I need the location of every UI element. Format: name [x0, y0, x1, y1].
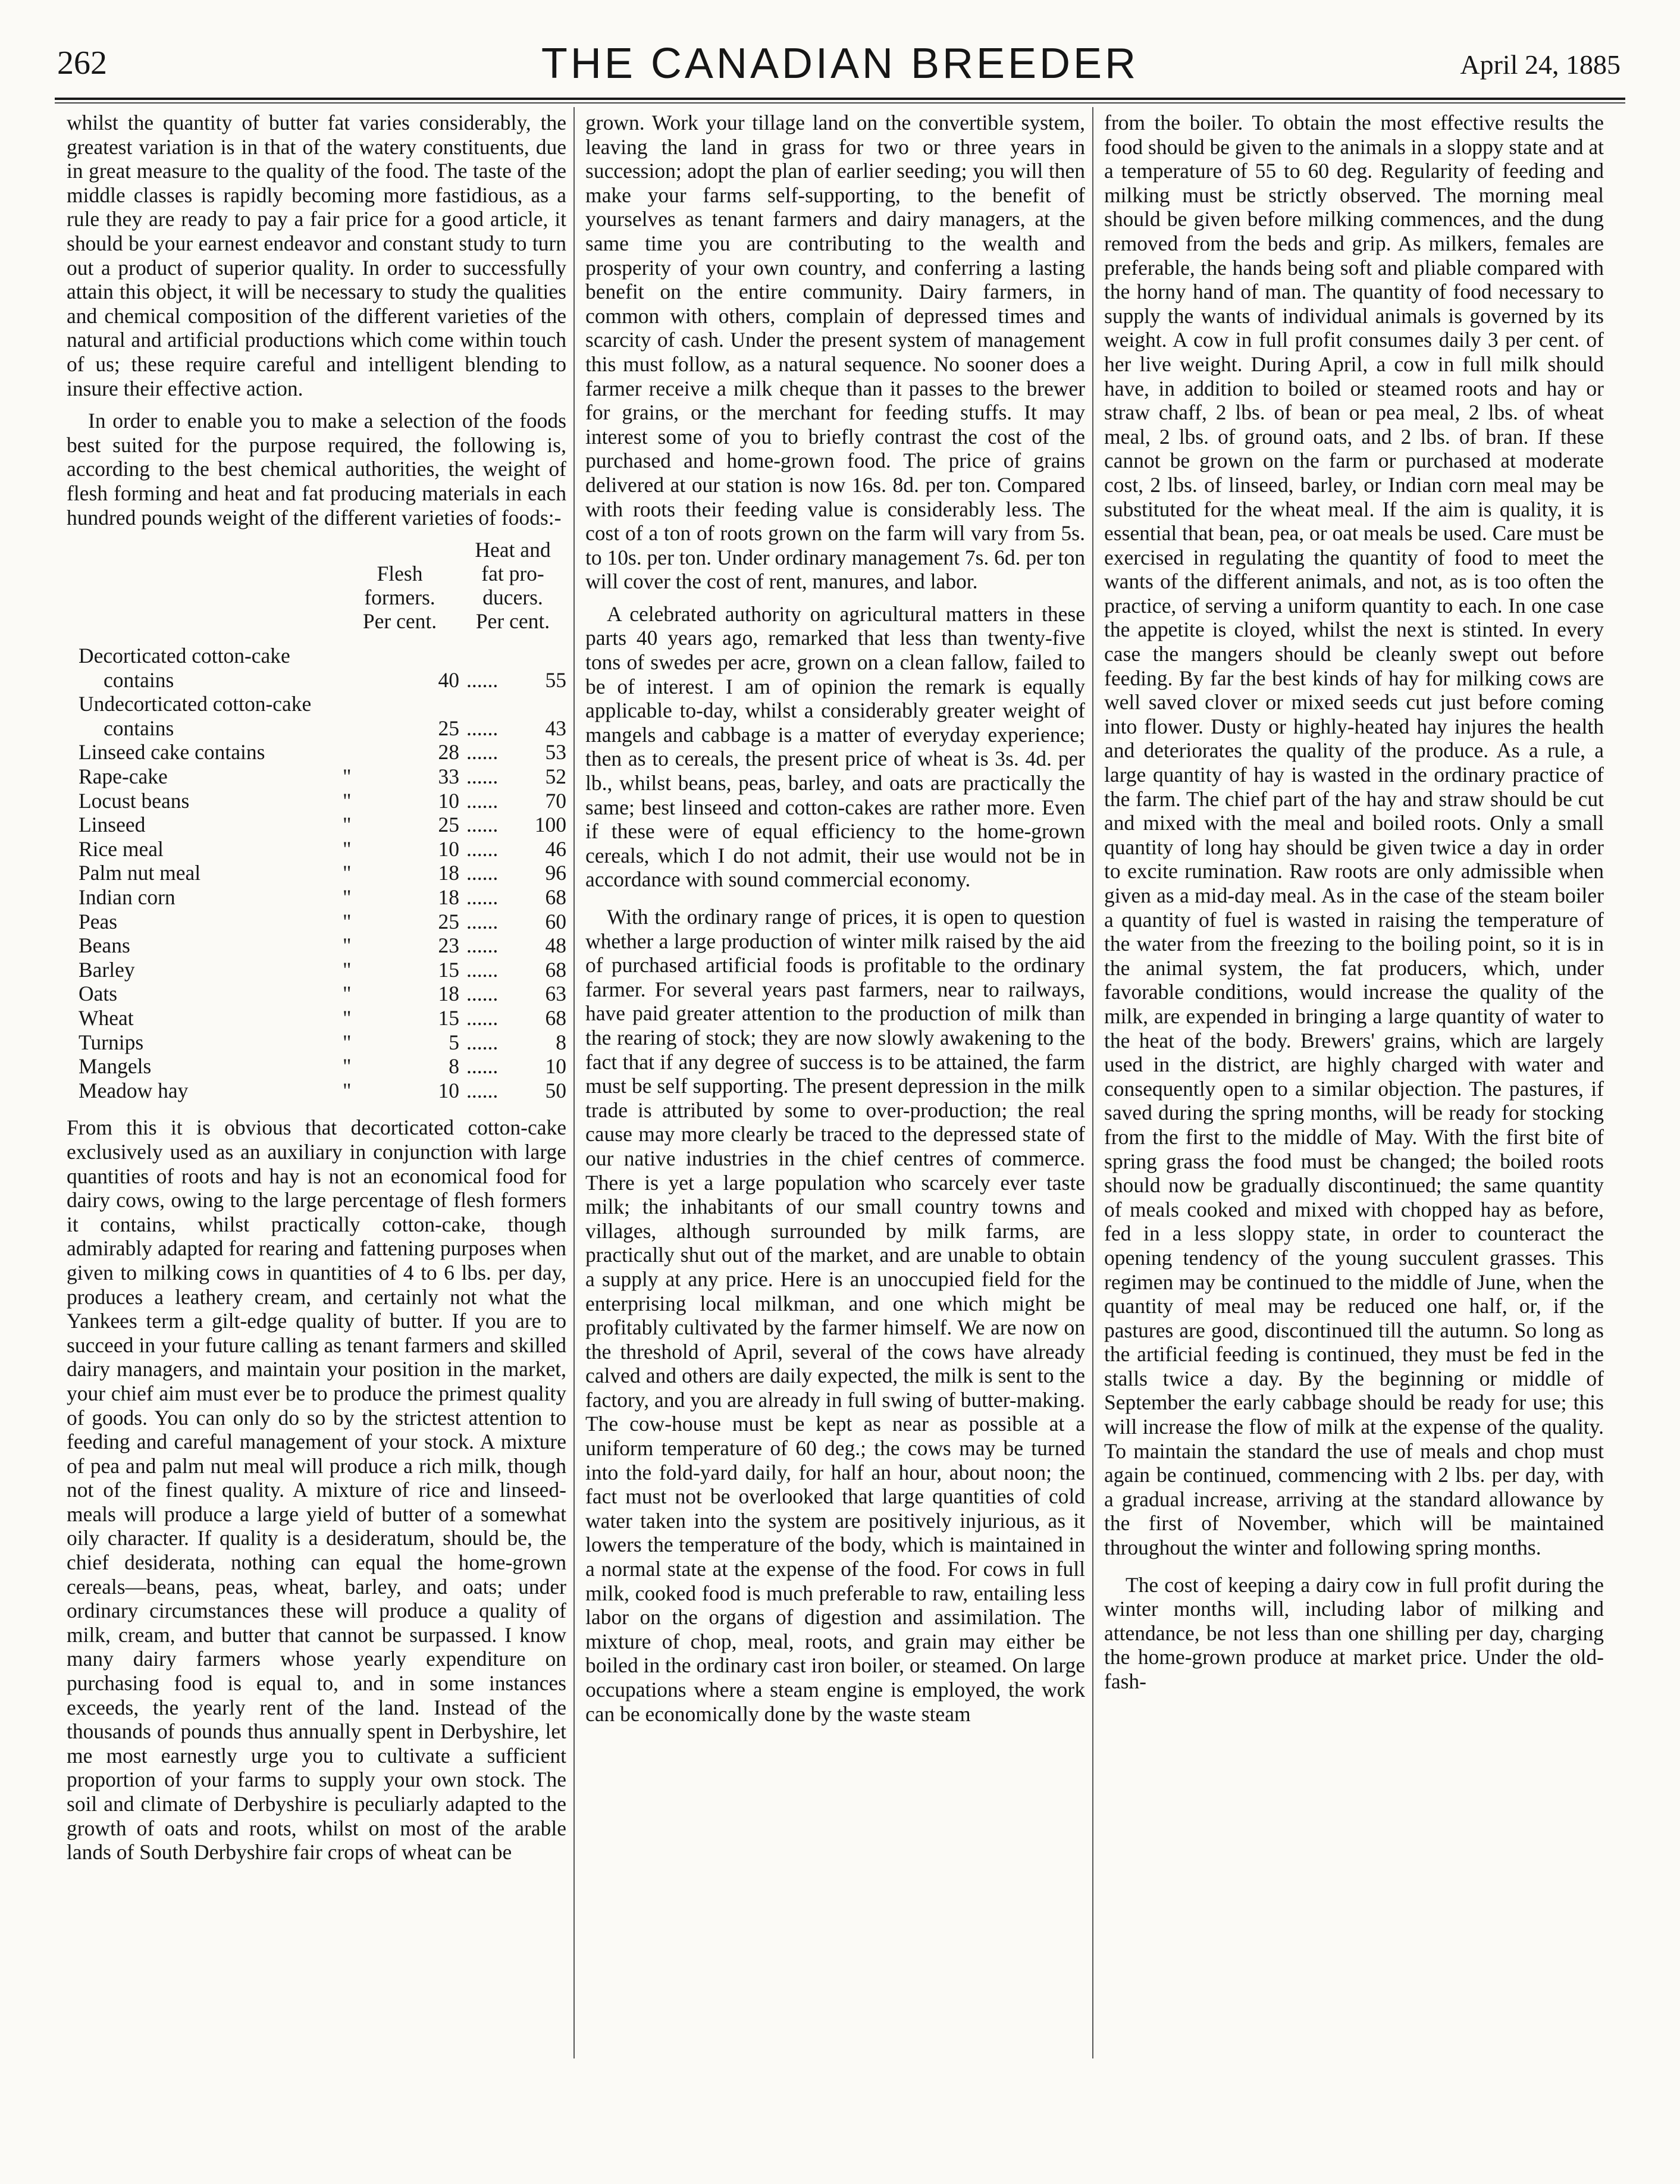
masthead [55, 36, 1625, 95]
table-row [67, 716, 566, 741]
ditto-mark: " [343, 1030, 352, 1054]
ditto-mark: " [343, 885, 352, 910]
heat-fat-producers-value: 10 [545, 1054, 566, 1079]
table-row [67, 910, 566, 934]
table-row [67, 668, 566, 693]
table-row [67, 740, 566, 764]
ditto-mark: " [343, 861, 352, 885]
table-row [67, 1079, 566, 1103]
flesh-formers-value: 23 [438, 933, 459, 958]
paragraph: from the boiler. To obtain the most effective results the food should be given to the animals in a sloppy state and at a temperature of 55 to 60 deg. Regularity of feeding and milking must be strictly observed. The morning meal should be given before milking commences, and the dung removed from the beds and grip. As milkers, females are preferable, the hands being soft and pliable compared with the horny hand of man. The quantity of food necessary to supply the wants of individual animals is governed by its weight. A cow in full profit consumes daily 3 per cent. of her live weight. During April, a cow in full milk should have, in addition to boiled or steamed roots and hay or straw chaff, 2 lbs. of bean or pea meal, 2 lbs. of wheat meal, 2 lbs. of ground oats, and 2 lbs. of bran. If these cannot be grown on the farm or purchased at moderate cost, 2 lbs. of linseed, barley, or Indian corn meal may be substituted for the wheat meal. If the aim is quality, it is essential that bean, pea, or oat meals be used. Care must be exercised in regulating the quantity of food to meet the wants of the different animals, and not, as is too often the practice, of serving a uniform quantity to each. In one case the appetite is cloyed, whilst the next is stinted. In every case the mangers should be cleanly swept out before feeding. By far the best kinds of hay for milking cows are well saved clover or mixed seeds cut just before coming into flower. Dusty or highly-heated hay injures the health and deteriorates the quality of the produce. As a rule, a large quantity of hay is wasted in the ordinary practice of the farm. The chief part of the hay and straw should be cut and mixed with the meal and boiled roots. Only a small quantity of long hay should be given twice a day in order to excite rumination. Raw roots are only admissible when given as a mid-day meal. As in the case of the steam boiler a quantity of fuel is wasted in raising the temperature of the water from the freezing to the boiling point, so it is in the animal system, the fat producers, which, under favorable conditions, would increase the quality of the milk, are expended in bringing a large quantity of water to the heat of the body. Brewers' grains, which are largely used in the district, are highly charged with water and consequently open to a similar objection. The pastures, if saved during the spring months, will be ready for stocking from the first to the middle of May. With the first bite of spring grass the food must be changed; the boiled roots should now be gradually discontinued; the same quantity of meals cooked and mixed with chopped hay as before, fed in a less sloppy state, in order to counteract the opening tendency of the young succulent grasses. This regimen may be continued to the middle of June, when the quantity of meal may be reduced one half, or, if the pastures are good, discontinued till the autumn. So long as the artificial feeding is continued, they must be fed in the stalls twice a day. By the beginning or middle of September the early cabbage should be ready for use; this will increase the flow of milk at the expense of the quality. To maintain the standard the use of meals and chop must again be continued, commencing with 2 lbs. per day, with a gradual increase, arriving at the standard allowance by the first of November, which will be maintained throughout the winter and following spring months. [1104, 111, 1604, 1560]
paragraph: A celebrated authority on agricultural matters in these parts 40 years ago, remarked that less than twenty-five tons of swedes per acre, grown on a clean fallow, failed to be of interest. I am of opinion the remark is equally applicable to-day, whilst a considerably greater weight of mangels and cabbage is a matter of everyday experience; then as to cereals, the present price of wheat is 3s. 4d. per lb., whilst beans, peas, barley, and oats are practically the same; best linseed and cotton-cakes are rather more. Even if these were of equal efficiency to the home-grown cereals, which I do not admit, their use would not be in accordance with sound commercial economy. [585, 601, 1085, 892]
table-row [67, 1054, 566, 1079]
paragraph: grown. Work your tillage land on the convertible system, leaving the land in grass for two or three years in succession; adopt the plan of earlier seeding; you will then make your farms self-supporting, to the benefit of yourselves as tenant farmers and dairy managers, at the same time you are contributing to the wealth and prosperity of your own country, and conferring a lasting benefit on the entire community. Dairy farmers, in common with others, complain of depressed times and scarcity of cash. Under the present system of management this must follow, as a natural sequence. No sooner does a farmer receive a milk cheque than it passes to the brewer for grains, or the merchant for feeding stuffs. It may interest some of you to briefly contrast the cost of the purchased and home-grown food. The price of grains delivered at our station is now 16s. 8d. per ton. Compared with roots their feeding value is considerably less. The cost of a ton of roots grown on the farm will vary from 5s. to 10s. per ton. Under ordinary management 7s. 6d. per ton will cover the cost of rent, manures, and labor. [585, 111, 1085, 594]
table-row [67, 644, 566, 668]
table-row [67, 1030, 566, 1055]
feed-name: Beans [79, 933, 130, 958]
feed-name: Undecorticated cotton-cake [79, 692, 312, 716]
feed-table-header [67, 538, 566, 634]
heat-fat-producers-value: 100 [534, 813, 566, 837]
table-row [67, 764, 566, 789]
feed-composition-table [67, 644, 566, 1102]
paragraph: In order to enable you to make a selection of the foods best suited for the purpose required, the following is, according to the best chemical authorities, the weight of flesh forming and heat and fat producing materials in each hundred pounds weight of the different varieties of foods:- [67, 409, 566, 529]
ditto-mark: " [343, 836, 352, 861]
table-row [67, 861, 566, 885]
paragraph: From this it is obvious that decorticated cotton-cake exclusively used as an auxiliary in conjunction with large quantities of roots and hay is not an economical food for dairy cows, owing to the large percentage of flesh formers it contains, whilst practically cotton-cake, though admirably adapted for rearing and fattening purposes when given to milking cows in quantities of 4 to 6 lbs. per day, produces a leathery cream, and certainly not what the Yankees term a gilt-edge quality of butter. If you are to succeed in your future calling as tenant farmers and skilled dairy managers, and maintain your position in the market, your chief aim must ever be to produce the primest quality of goods. You can only do so by the strictest attention to feeding and careful management of your stock. A mixture of pea and palm nut meal will produce a rich milk, though not of the finest quality. A mixture of rice and linseed-meals will produce a large yield of butter of a somewhat oily character. If quality is a desideratum, should be, the chief desiderata, nothing can equal the home-grown cereals—beans, peas, wheat, barley, and oats; under ordinary circumstances these will produce a quality of milk, cream, and butter that cannot be surpassed. I know many dairy farmers whose yearly expenditure on purchasing food is equal to, and in some instances exceeds, the yearly rent of the land. Instead of the thousands of pounds thus annually spent in Derbyshire, let me most earnestly urge you to cultivate a sufficient proportion of your farms to supply your own stock. The soil and climate of Derbyshire is peculiarly adapted to the growth of oats and roots, whilst on most of the arable lands of South Derbyshire fair crops of wheat can be [67, 1115, 566, 1865]
leader-dots: ...... [466, 740, 499, 764]
feed-name: Barley [79, 957, 135, 982]
feed-name: Rape-cake [79, 764, 168, 789]
heat-fat-producers-value: 68 [545, 957, 566, 982]
ditto-mark: " [343, 957, 352, 982]
publication-title: THE CANADIAN BREEDER [541, 40, 1139, 87]
flesh-formers-value: 10 [438, 836, 459, 861]
column-divider [1092, 107, 1093, 2058]
flesh-formers-value: 40 [438, 668, 459, 692]
heat-fat-producers-value: 43 [545, 716, 566, 740]
flesh-formers-value: 28 [438, 740, 459, 764]
leader-dots: ...... [466, 1006, 499, 1030]
feed-name: Linseed cake contains [79, 740, 265, 764]
feed-name: Rice meal [79, 836, 164, 861]
flesh-formers-value: 15 [438, 957, 459, 982]
heat-fat-producers-value: 48 [545, 933, 566, 958]
heat-fat-producers-value: 46 [545, 836, 566, 861]
flesh-formers-value: 10 [438, 1078, 459, 1102]
feed-name: Linseed [79, 813, 146, 837]
heat-fat-producers-value: 55 [545, 668, 566, 692]
header-rule [55, 98, 1625, 100]
feed-name-continued: contains [104, 668, 174, 692]
leader-dots: ...... [466, 885, 499, 910]
heat-fat-producers-value: 8 [556, 1030, 566, 1054]
feed-name-continued: contains [104, 716, 174, 740]
leader-dots: ...... [466, 836, 499, 861]
table-row [67, 813, 566, 837]
ditto-mark: " [343, 764, 352, 789]
ditto-mark: " [343, 788, 352, 813]
table-row [67, 885, 566, 910]
issue-date: April 24, 1885 [1460, 49, 1621, 80]
heat-fat-producers-value: 63 [545, 982, 566, 1006]
heat-fat-producers-value: 60 [545, 909, 566, 933]
heat-fat-producers-value: 70 [545, 788, 566, 813]
article-column-1 [67, 111, 566, 1873]
page-number: 262 [57, 45, 107, 82]
feed-name: Meadow hay [79, 1078, 189, 1102]
leader-dots: ...... [466, 716, 499, 740]
leader-dots: ...... [466, 933, 499, 958]
table-row [67, 789, 566, 813]
leader-dots: ...... [466, 668, 499, 692]
flesh-formers-value: 33 [438, 764, 459, 789]
ditto-mark: " [343, 1006, 352, 1030]
leader-dots: ...... [466, 957, 499, 982]
table-row [67, 958, 566, 982]
feed-name: Locust beans [79, 788, 190, 813]
leader-dots: ...... [466, 1078, 499, 1102]
ditto-mark: " [343, 982, 352, 1006]
table-row [67, 692, 566, 716]
heat-fat-producers-value: 68 [545, 885, 566, 910]
flesh-formers-value: 5 [449, 1030, 459, 1054]
column-divider [573, 107, 575, 2058]
ditto-mark: " [343, 1054, 352, 1079]
feed-name: Wheat [79, 1006, 134, 1030]
paragraph: whilst the quantity of butter fat varies considerably, the greatest variation is in that of the watery constituents, due in great measure to the quality of the food. The taste of the middle classes is rapidly becoming more fastidious, as a rule they are ready to pay a fair price for a good article, it should be your earnest endeavor and constant study to turn out a product of superior quality. In order to successfully attain this object, it will be necessary to study the qualities and chemical composition of the different varieties of the natural and artificial productions which come within touch of us; these require careful and intelligent blending to insure their effective action. [67, 111, 566, 400]
ditto-mark: " [343, 813, 352, 837]
heat-fat-producers-value: 50 [545, 1078, 566, 1102]
flesh-formers-value: 18 [438, 982, 459, 1006]
table-row [67, 837, 566, 861]
paragraph: With the ordinary range of prices, it is open to question whether a large production of winter milk raised by the aid of purchased artificial foods is profitable to the ordinary farmer. For several years past farmers, near to railways, have paid greater attention to the production of milk than the rearing of stock; they are now slowly awakening to the fact that if any degree of success is to be attained, the farm must be self supporting. The present depression in the milk trade is attributed by some to over-production; the real cause may more clearly be traced to the depressed state of our native industries in the chief centres of commerce. There is yet a large population who scarcely ever taste milk; the inhabitants of our small country towns and villages, although surrounded by milk farms, are practically shut out of the market, and are unable to obtain a supply at any price. Here is an unoccupied field for the enterprising local milkman, and one which might be profitably cultivated by the farmer himself. We are now on the threshold of April, several of the cows have already calved and others are daily expected, the milk is sent to the factory, and you are already in full swing of butter-making. The cow-house must be kept as near as possible at a uniform temperature of 60 deg.; the cows may be turned into the fold-yard daily, for half an hour, about noon; the fact must not be overlooked that large quantities of cold water taken into the system are positively injurious, as it lowers the temperature of the body, which is maintained in a normal state at the expense of the food. For cows in full milk, cooked food is much preferable to raw, entailing less labor on the organs of digestion and assimilation. The mixture of chop, meal, roots, and grain may either be boiled in the ordinary cast iron boiler, or steamed. On large occupations where a steam engine is employed, the work can be economically done by the waste steam [585, 905, 1085, 1726]
table-row [67, 933, 566, 958]
flesh-formers-value: 18 [438, 885, 459, 910]
flesh-formers-value: 8 [449, 1054, 459, 1079]
header-rule-thin [55, 102, 1625, 104]
flesh-formers-value: 15 [438, 1006, 459, 1030]
leader-dots: ...... [466, 764, 499, 789]
article-column-3 [1104, 111, 1604, 1702]
feed-name: Turnips [79, 1030, 144, 1054]
leader-dots: ...... [466, 861, 499, 885]
table-row [67, 982, 566, 1006]
flesh-formers-value: 25 [438, 716, 459, 740]
flesh-formers-value: 10 [438, 788, 459, 813]
leader-dots: ...... [466, 982, 499, 1006]
flesh-formers-header: Flesh formers. Per cent. [362, 562, 437, 634]
feed-name: Peas [79, 909, 118, 933]
feed-name: Indian corn [79, 885, 175, 910]
heat-fat-producers-value: 52 [545, 764, 566, 789]
flesh-formers-value: 25 [438, 813, 459, 837]
feed-name: Oats [79, 982, 118, 1006]
ditto-mark: " [343, 909, 352, 933]
leader-dots: ...... [466, 788, 499, 813]
feed-name: Palm nut meal [79, 861, 201, 885]
paragraph: The cost of keeping a dairy cow in full profit during the winter months will, including labor of milking and attendance, be not less than one shilling per day, charging the home-grown produce at market price. Under the old-fash- [1104, 1572, 1604, 1693]
heat-fat-producers-header: Heat and fat pro- ducers. Per cent. [475, 538, 551, 634]
ditto-mark: " [343, 933, 352, 958]
table-row [67, 1006, 566, 1030]
feed-name: Decorticated cotton-cake [79, 644, 290, 668]
leader-dots: ...... [466, 1054, 499, 1079]
heat-fat-producers-value: 96 [545, 861, 566, 885]
flesh-formers-value: 18 [438, 861, 459, 885]
flesh-formers-value: 25 [438, 909, 459, 933]
ditto-mark: " [343, 1078, 352, 1102]
heat-fat-producers-value: 53 [545, 740, 566, 764]
feed-name: Mangels [79, 1054, 152, 1079]
leader-dots: ...... [466, 1030, 499, 1054]
article-column-2 [585, 111, 1085, 1734]
leader-dots: ...... [466, 909, 499, 933]
heat-fat-producers-value: 68 [545, 1006, 566, 1030]
leader-dots: ...... [466, 813, 499, 837]
